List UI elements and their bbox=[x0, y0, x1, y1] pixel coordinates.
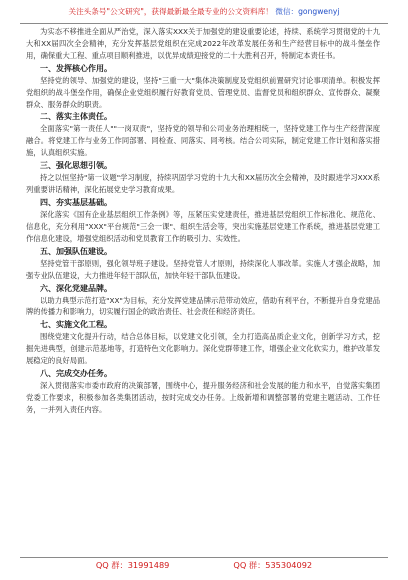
header-wechat-text: 微信：gongwenyj bbox=[275, 7, 340, 16]
section-title: 六、深化党建品牌。 bbox=[40, 283, 112, 293]
section-body: 持之以恒坚持"第一议题"学习制度，持续巩固学习党的十九大和XX届历次全会精神，及时跟进学习XXX系列重要讲话精神，深化拓展党史学习教育成果。 bbox=[26, 173, 380, 195]
section-title: 三、强化思想引领。 bbox=[40, 161, 112, 171]
section-body: 坚持党的领导、加强党的建设，坚持"三重一大"集体决策制度及党组织前置研究讨论事项清单。积极发挥党组织的战斗堡垒作用，确保企业党组织履行好教育党员、管理党员、监督党员和组织群众、宣传群众、凝聚群众、服务群众的职责。 bbox=[26, 75, 380, 109]
section-body: 坚持党管干部原则，强化领导班子建设。坚持党管人才原则，持续深化人事改革。实施人才强企战略，加强专业队伍建设，大力推进年轻干部队伍，加快年轻干部队伍建设。 bbox=[26, 258, 380, 280]
section-body: 全面落实"第一责任人""一岗双责"，坚持党的领导和公司业务治理相统一，坚持党建工作与生产经营深度融合。将党建工作与业务工作同部署、同检查、同落实、同考核。结合公司实际，制定党建工作计划和落实措施，认真组织实施。 bbox=[26, 124, 380, 158]
section-title: 五、加强队伍建设。 bbox=[40, 246, 112, 256]
section-title: 四、夯实基层基础。 bbox=[40, 197, 112, 207]
section-body: 深入贯彻落实市委市政府的决策部署，围绕中心，提升服务经济和社会发展的能力和水平，自觉落实集团党委工作要求，积极参加各类集团活动，按时完成交办任务。上级新增和调整部署的党建主题活动、工作任务，一并列入责任内容。 bbox=[26, 381, 380, 414]
section-body: 以助力典型示范打造"XX"为目标，充分发挥党建品牌示范带动效应，借助有利平台，不断提升自身党建品牌的传播力和影响力，切实履行国企的政治责任、社会责任和经济责任。 bbox=[26, 295, 380, 317]
section-title: 二、落实主体责任。 bbox=[40, 112, 112, 122]
section-title: 一、发挥核心作用。 bbox=[40, 63, 112, 73]
footer-qq-group-2: QQ 群：535304092 bbox=[233, 560, 313, 570]
header-promo-text: 关注头条号"公文研究"，获得最新最全最专业的公文资料库！ bbox=[68, 7, 273, 16]
document-body bbox=[26, 26, 380, 416]
section-title: 八、完成交办任务。 bbox=[40, 369, 112, 379]
intro-paragraph: 为实态不移推进全面从严治党，深入落实XXX关于加强党的建设重要论述，持续、系统学习贯彻党的十九大和XX届四次全会精神，充分发挥基层党组织在完成2022年改革发展任务和生产经营目标中的战斗堡垒作用，确保重大工程、重点项目顺利推进，以优异成绩迎接党的二十大胜利召开，特制定本责任书。 bbox=[26, 27, 380, 60]
section-body: 围绕党建文化提升行动，结合总体目标，以党建文化引领，全力打造高品质企业文化，创新学习方式，挖掘先进典型，创建示范基地等，打造特色文化影响力。深化党群带建工作，增强企业文化软实力，维护改革发展稳定的良好局面。 bbox=[26, 332, 380, 366]
section-body: 深化落实《国有企业基层组织工作条例》等，压紧压实党建责任，推进基层党组织工作标准化、规范化、信息化，充分利用"XXX"平台规范"三会一课"、组织生活会等，突出实施基层党建工作系统，推进基层党建工作信息化建设，增强党组织活动和党员教育工作的吸引力、实效性。 bbox=[26, 209, 380, 243]
header-divider bbox=[20, 23, 388, 24]
page-footer bbox=[0, 558, 408, 572]
footer-qq-group-1: QQ 群：31991489 bbox=[95, 560, 170, 570]
section-title: 七、实施文化工程。 bbox=[40, 320, 112, 330]
page-header bbox=[20, 6, 388, 18]
